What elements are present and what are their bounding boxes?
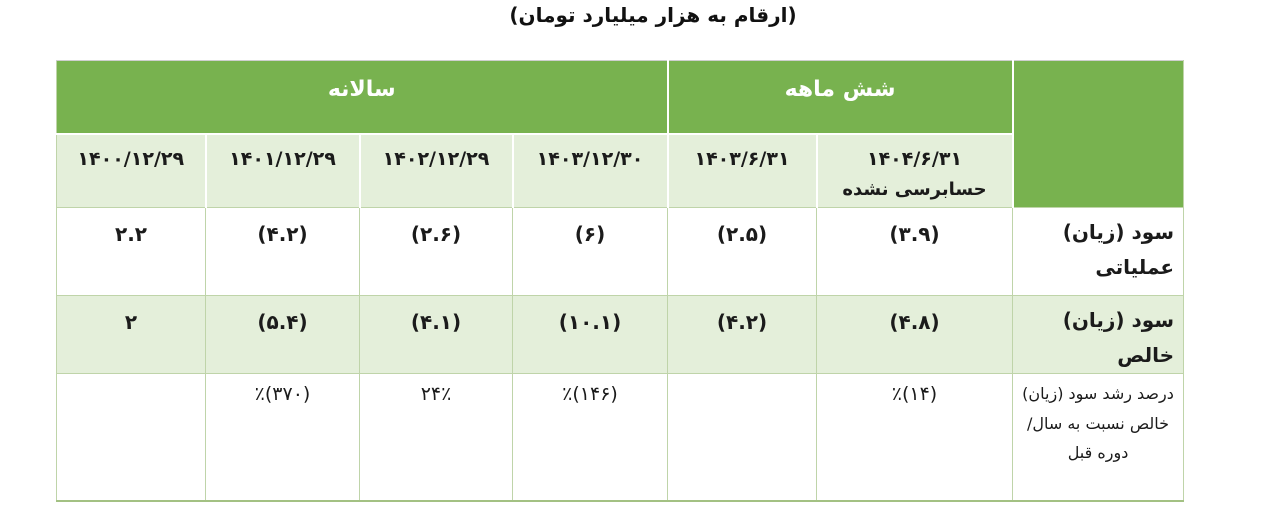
- growth-value-1402: ۲۴٪: [360, 374, 513, 501]
- operating-value-1403-sixmonth: (۲.۵): [668, 208, 817, 296]
- corner-header-cell: [1013, 61, 1184, 208]
- date-text: ۱۴۰۳/۱۲/۳۰: [536, 147, 644, 170]
- date-header-1403-annual: [513, 134, 668, 208]
- operating-value-1402: (۲.۶): [360, 208, 513, 296]
- date-text: ۱۴۰۲/۱۲/۲۹: [382, 147, 490, 170]
- growth-value-1403-sixmonth: [668, 374, 817, 501]
- row-net-profit-loss: [57, 296, 1184, 374]
- group-header-six-month: شش ماهه: [668, 61, 1013, 134]
- date-header-1401: [206, 134, 360, 208]
- net-value-1401: (۵.۴): [206, 296, 360, 374]
- net-value-1402: (۴.۱): [360, 296, 513, 374]
- growth-value-1403-annual: ٪(۱۴۶): [513, 374, 668, 501]
- growth-value-1404: ٪(۱۴): [817, 374, 1013, 501]
- operating-value-1401: (۴.۲): [206, 208, 360, 296]
- row-label-growth: درصد رشد سود (زیان) خالص نسبت به سال/دوره قبل: [1013, 374, 1184, 501]
- row-operating-profit-loss: [57, 208, 1184, 296]
- date-text: ۱۴۰۱/۱۲/۲۹: [229, 147, 336, 170]
- date-text: ۱۴۰۴/۶/۳۱: [866, 147, 963, 170]
- row-label-net: سود (زیان) خالص: [1013, 296, 1184, 374]
- date-header-1400: [57, 134, 206, 208]
- group-header-row: [57, 61, 1184, 134]
- page-title: (ارقام به هزار میلیارد تومان): [509, 3, 797, 27]
- growth-value-1400: [57, 374, 206, 501]
- row-label-operating: سود (زیان) عملیاتی: [1013, 208, 1184, 296]
- operating-value-1403-annual: (۶): [513, 208, 668, 296]
- operating-value-1400: ۲.۲: [57, 208, 206, 296]
- financial-table: [56, 60, 1184, 502]
- date-header-1402: [360, 134, 513, 208]
- unaudited-note: حسابرسی نشده: [842, 178, 987, 200]
- operating-value-1404: (۳.۹): [817, 208, 1013, 296]
- net-value-1404: (۴.۸): [817, 296, 1013, 374]
- date-header-1404-unaudited: [817, 134, 1013, 208]
- date-header-1403-sixmonth: [668, 134, 817, 208]
- group-header-annual: سالانه: [57, 61, 668, 134]
- date-text: ۱۴۰۰/۱۲/۲۹: [77, 147, 185, 170]
- growth-value-1401: ٪(۳۷۰): [206, 374, 360, 501]
- row-net-profit-growth-percent: [57, 374, 1184, 501]
- net-value-1400: ۲: [57, 296, 206, 374]
- net-value-1403-annual: (۱۰.۱): [513, 296, 668, 374]
- date-text: ۱۴۰۳/۶/۳۱: [694, 147, 790, 170]
- net-value-1403-sixmonth: (۴.۲): [668, 296, 817, 374]
